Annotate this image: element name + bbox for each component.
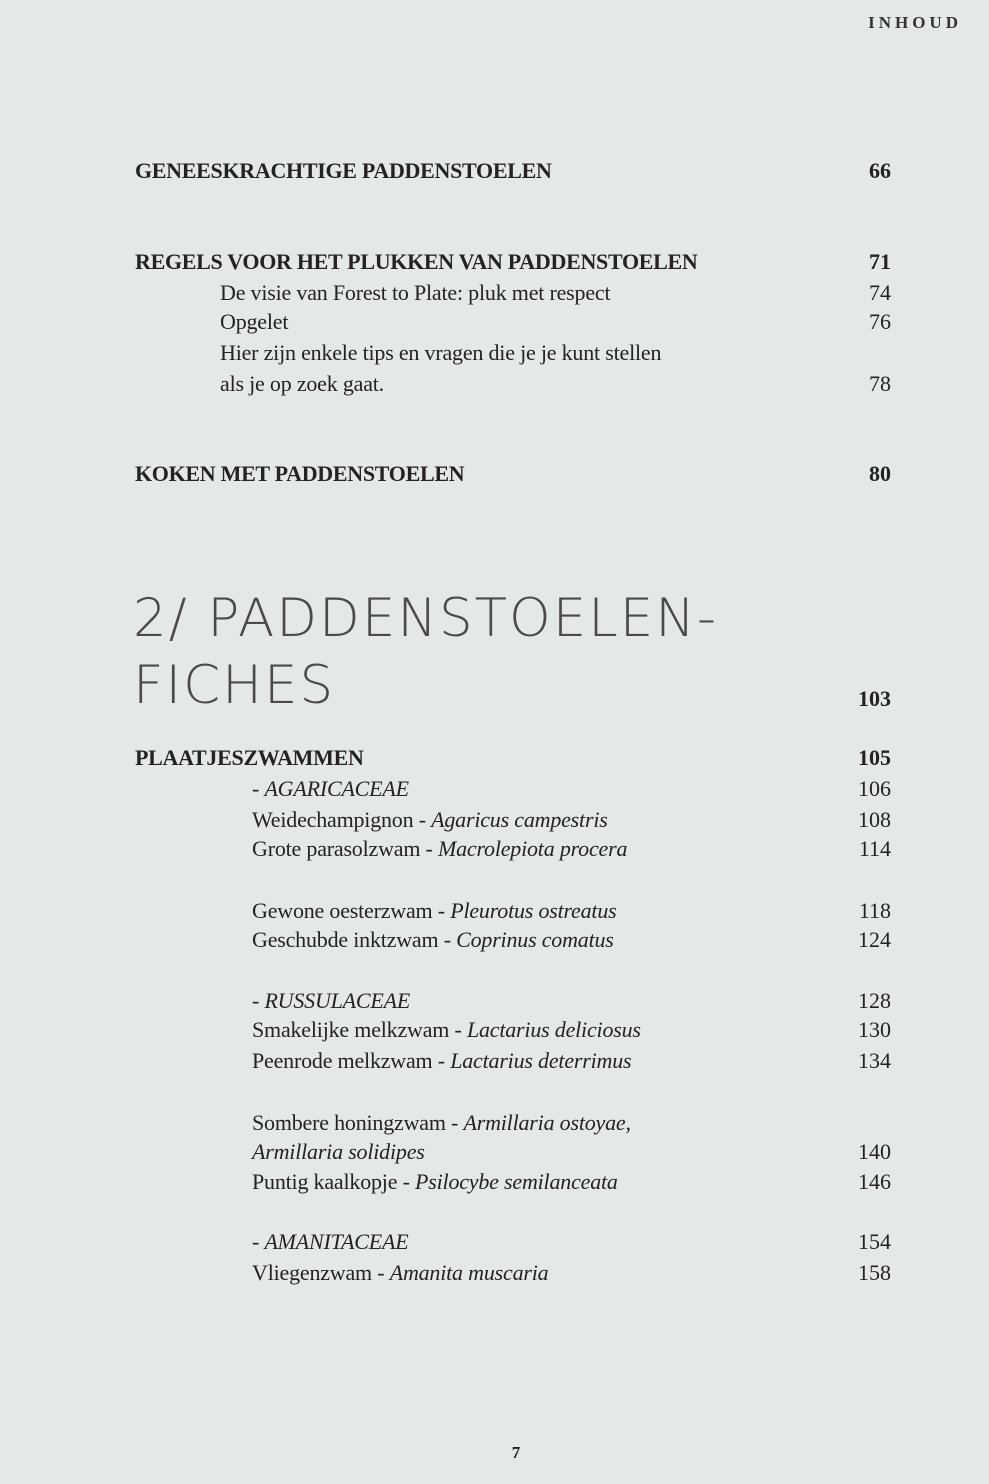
fiche-entry <box>252 1260 548 1286</box>
toc-page-number: 114 <box>858 836 891 861</box>
fiche-latin-name: Lactarius deterrimus <box>450 1048 632 1073</box>
toc-page-number: 128 <box>858 988 891 1013</box>
toc-section-title: PLAATJESZWAMMEN <box>135 745 364 770</box>
toc-subitem: De visie van Forest to Plate: pluk met respect <box>220 280 611 305</box>
toc-page-number: 146 <box>858 1169 891 1194</box>
toc-page-number: 154 <box>858 1229 891 1254</box>
toc-page-number: 134 <box>858 1048 891 1073</box>
fiche-entry <box>252 807 608 833</box>
fiche-common-name: Vliegenzwam - <box>252 1260 390 1285</box>
toc-subitem: Opgelet <box>220 309 289 334</box>
fiche-common-name: Puntig kaalkopje - <box>252 1169 416 1194</box>
running-header: INHOUD <box>868 13 962 32</box>
fiche-family: AGARICACEAE <box>264 776 409 801</box>
fiche-entry <box>252 1229 408 1255</box>
fiche-common-name: Grote parasolzwam - <box>252 836 438 861</box>
toc-page-number: 140 <box>858 1139 891 1164</box>
fiche-latin-name-continued: Armillaria solidipes <box>252 1139 425 1164</box>
fiche-family: AMANITACEAE <box>264 1229 409 1254</box>
fiche-latin-name: Agaricus campestris <box>431 807 608 832</box>
fiche-entry <box>252 927 614 953</box>
fiche-common-name: Sombere honingzwam - <box>252 1110 464 1135</box>
fiche-common-name: - <box>252 1229 265 1254</box>
fiche-common-name: Weidechampignon - <box>252 807 432 832</box>
toc-page-number: 130 <box>858 1017 891 1042</box>
fiche-latin-name: Armillaria ostoyae, <box>463 1110 631 1135</box>
toc-page-number: 76 <box>869 309 891 334</box>
fiche-entry <box>252 1169 618 1195</box>
fiche-common-name: Geschubde inktzwam - <box>252 927 457 952</box>
fiche-latin-name: Lactarius deliciosus <box>466 1017 641 1042</box>
fiche-latin-name: Psilocybe semilanceata <box>415 1169 618 1194</box>
toc-page-number: 118 <box>858 898 891 923</box>
toc-subitem-continued: als je op zoek gaat. <box>220 371 384 396</box>
toc-section-title: GENEESKRACHTIGE PADDENSTOELEN <box>135 158 552 183</box>
fiche-latin-name: Macrolepiota procera <box>437 836 628 861</box>
fiche-common-name: Peenrode melkzwam - <box>252 1048 451 1073</box>
chapter-page-number: 103 <box>858 686 891 711</box>
toc-page-number: 158 <box>858 1260 891 1285</box>
fiche-common-name: Smakelijke melkzwam - <box>252 1017 467 1042</box>
fiche-latin-name: Pleurotus ostreatus <box>450 898 617 923</box>
toc-page-number: 108 <box>858 807 891 832</box>
fiche-common-name: - <box>252 988 265 1013</box>
fiche-entry <box>252 988 410 1014</box>
toc-section-title: REGELS VOOR HET PLUKKEN VAN PADDENSTOELEN <box>135 249 698 274</box>
toc-page-number: 124 <box>858 927 891 952</box>
fiche-latin-name: Coprinus comatus <box>456 927 614 952</box>
toc-page-number: 80 <box>869 461 891 486</box>
fiche-entry <box>252 1110 631 1136</box>
toc-page-number: 106 <box>858 776 891 801</box>
fiche-common-name: - <box>252 776 265 801</box>
chapter-title-line2: FICHES <box>133 655 336 716</box>
toc-section-title: KOKEN MET PADDENSTOELEN <box>135 461 465 486</box>
toc-page-number: 66 <box>869 158 891 183</box>
page-number: 7 <box>511 1443 521 1462</box>
toc-subitem: Hier zijn enkele tips en vragen die je je kunt stellen <box>220 340 662 365</box>
toc-page-number: 71 <box>869 249 891 274</box>
fiche-latin-name: Amanita muscaria <box>389 1260 549 1285</box>
fiche-family: RUSSULACEAE <box>264 988 411 1013</box>
fiche-entry <box>252 1017 641 1043</box>
chapter-title-line1: 2/ PADDENSTOELEN- <box>133 588 719 649</box>
toc-page-number: 74 <box>869 280 891 305</box>
toc-page-number: 105 <box>858 745 891 770</box>
fiche-entry <box>252 776 409 802</box>
fiche-common-name: Gewone oesterzwam - <box>252 898 451 923</box>
toc-page-number: 78 <box>869 371 891 396</box>
fiche-entry <box>252 836 627 862</box>
fiche-entry <box>252 898 617 924</box>
fiche-entry <box>252 1048 631 1074</box>
